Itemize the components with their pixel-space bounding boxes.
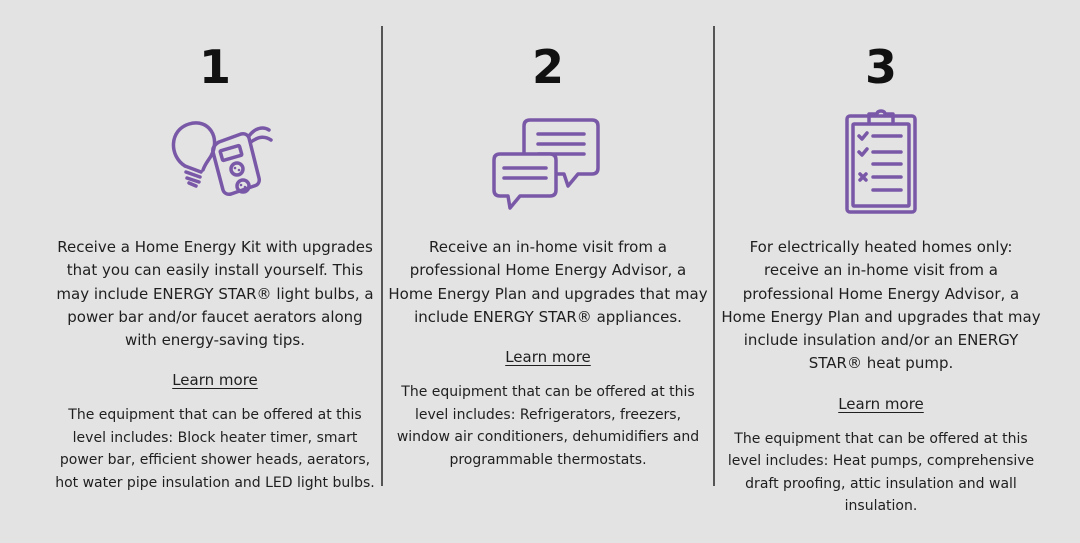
chat-bubbles-icon	[488, 106, 608, 216]
clipboard-checklist-icon	[821, 106, 941, 216]
step-number: 1	[198, 40, 231, 94]
step-description: Receive an in-home visit from a professional Home Energy Advisor, a Home Energy Plan and upgrades that may include ENERGY STAR® appliances.	[388, 238, 708, 326]
equipment-list: The equipment that can be offered at this level includes: Refrigerators, freezers, window air conditioners, dehumidifiers and programmable thermostats.	[396, 384, 700, 468]
learn-more-link[interactable]: Learn more	[172, 371, 258, 390]
bulb-and-power-bar-icon	[155, 106, 275, 216]
equipment-list: The equipment that can be offered at this level includes: Block heater timer, smart power bar, efficient shower heads, aerators, hot water pipe insulation and LED light bulbs.	[55, 407, 375, 491]
equipment-list: The equipment that can be offered at this level includes: Heat pumps, comprehensive draft proofing, attic insulation and wall insulation.	[727, 430, 1035, 515]
column-divider	[713, 26, 715, 486]
learn-more-link[interactable]: Learn more	[505, 348, 591, 367]
step-description: Receive a Home Energy Kit with upgrades that you can easily install yourself. This may include ENERGY STAR® light bulbs, a power bar and/or faucet aerators along with energy-saving tips.	[56, 238, 374, 350]
step-description: For electrically heated homes only: receive an in-home visit from a professional Home Energy Advisor, a Home Energy Plan and upgrades that may include insulation and/or an ENERGY STAR® heat pump.	[721, 238, 1041, 373]
step-1-column	[55, 0, 375, 494]
learn-more-link[interactable]: Learn more	[838, 394, 924, 413]
column-divider	[381, 26, 383, 486]
step-2-column	[388, 0, 708, 471]
step-number: 2	[531, 40, 564, 94]
step-number: 3	[864, 40, 897, 94]
step-3-column	[721, 0, 1041, 518]
